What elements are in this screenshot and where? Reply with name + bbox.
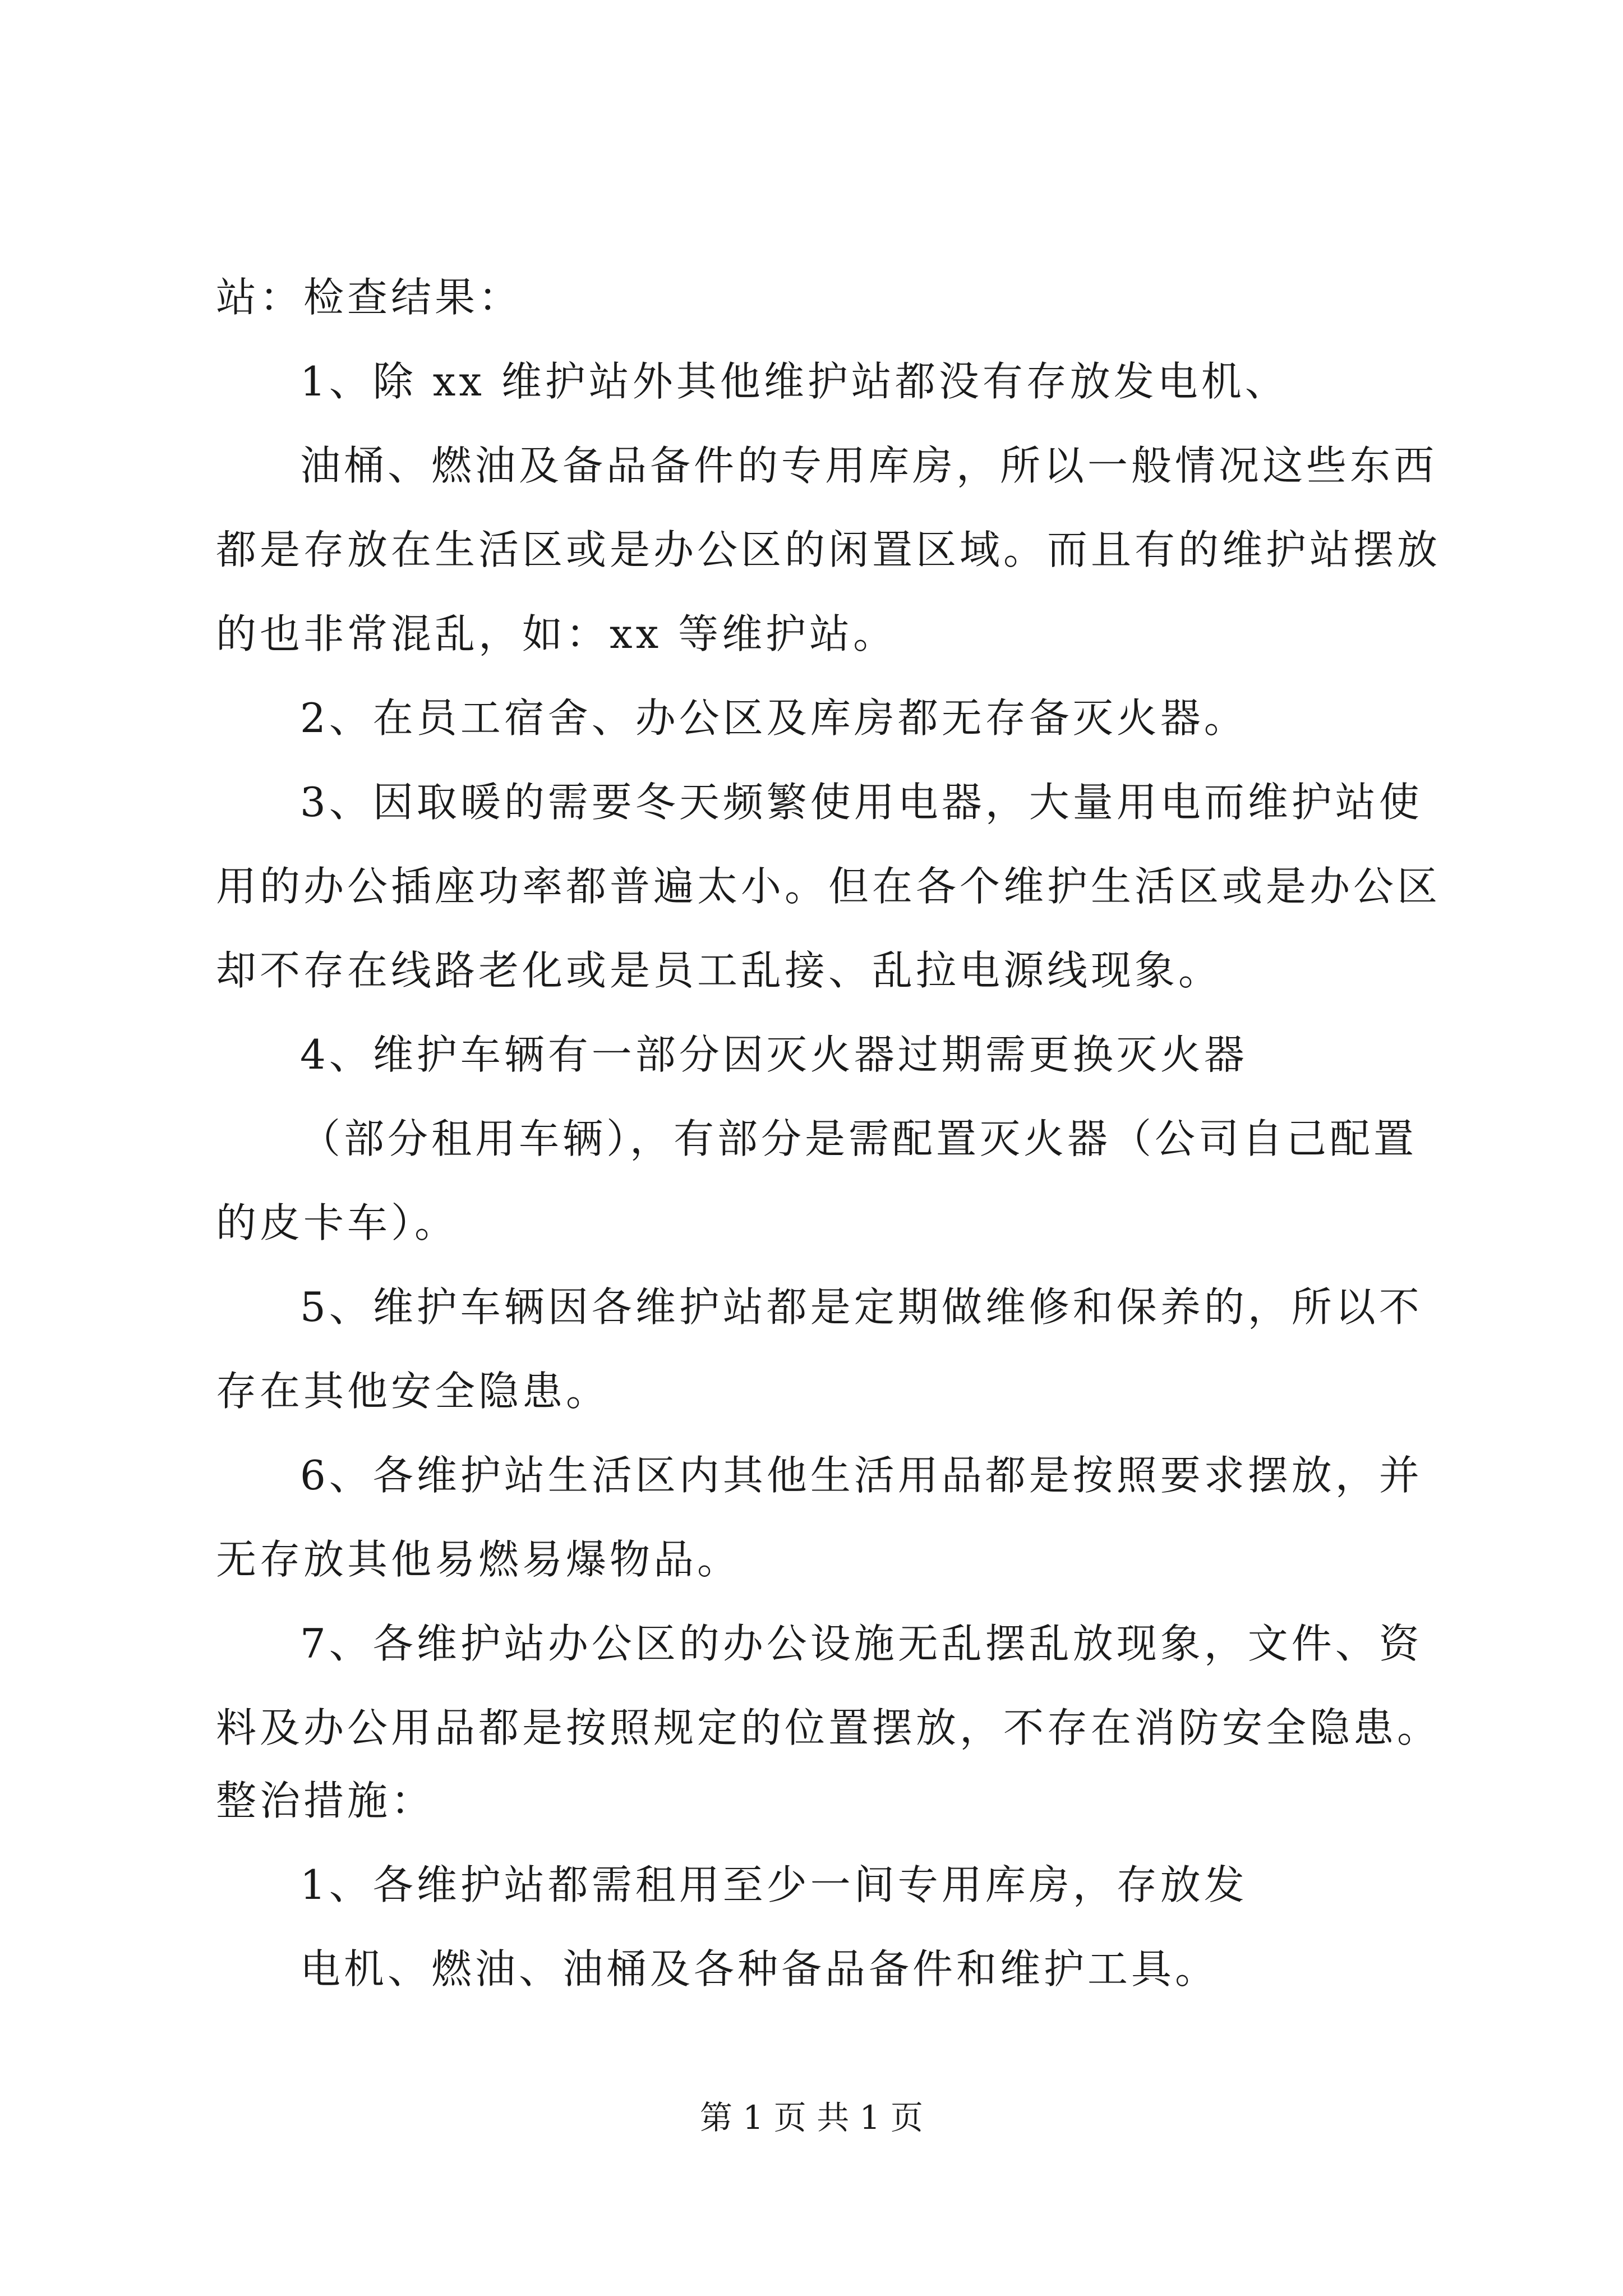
text-line: 油桶、燃油及备品备件的专用库房，所以一般情况这些东西 [300,442,1438,489]
text-line: 存在其他安全隐患。 [216,1368,610,1415]
text-line: 1、除 xx 维护站外其他维护站都没有存放发电机、 [300,358,1289,405]
text-line: 电机、燃油、油桶及各种备品备件和维护工具。 [300,1945,1219,1993]
text-line: 1、各维护站都需租用至少一间专用库房，存放发 [300,1861,1248,1908]
text-line: 6、各维护站生活区内其他生活用品都是按照要求摆放，并 [300,1452,1423,1499]
text-line: 3、因取暖的需要冬天频繁使用电器，大量用电而维护站使 [300,779,1423,826]
text-line: 无存放其他易燃易爆物品。 [216,1536,741,1583]
text-line: 4、维护车辆有一部分因灭火器过期需更换灭火器 [300,1031,1248,1078]
text-line: 7、各维护站办公区的办公设施无乱摆乱放现象，文件、资 [300,1620,1423,1667]
text-line: 用的办公插座功率都普遍太小。但在各个维护生活区或是办公区 [216,863,1441,910]
page-footer: 第 1 页 共 1 页 [700,2099,923,2137]
section-heading: 整治措施： [216,1777,435,1824]
text-line: 5、维护车辆因各维护站都是定期做维修和保养的，所以不 [300,1283,1423,1331]
text-line: 却不存在线路老化或是员工乱接、乱拉电源线现象。 [216,947,1223,994]
text-line: （部分租用车辆），有部分是需配置灭火器（公司自己配置 [300,1115,1418,1162]
text-line: 的也非常混乱，如：xx 等维护站。 [216,610,897,657]
text-line: 2、在员工宿舍、办公区及库房都无存备灭火器。 [300,694,1248,742]
text-line: 站：检查结果： [216,274,523,321]
text-line: 料及办公用品都是按照规定的位置摆放，不存在消防安全隐患。 [216,1704,1441,1751]
text-line: 的皮卡车）。 [216,1199,459,1246]
text-line: 都是存放在生活区或是办公区的闲置区域。而且有的维护站摆放 [216,526,1441,573]
